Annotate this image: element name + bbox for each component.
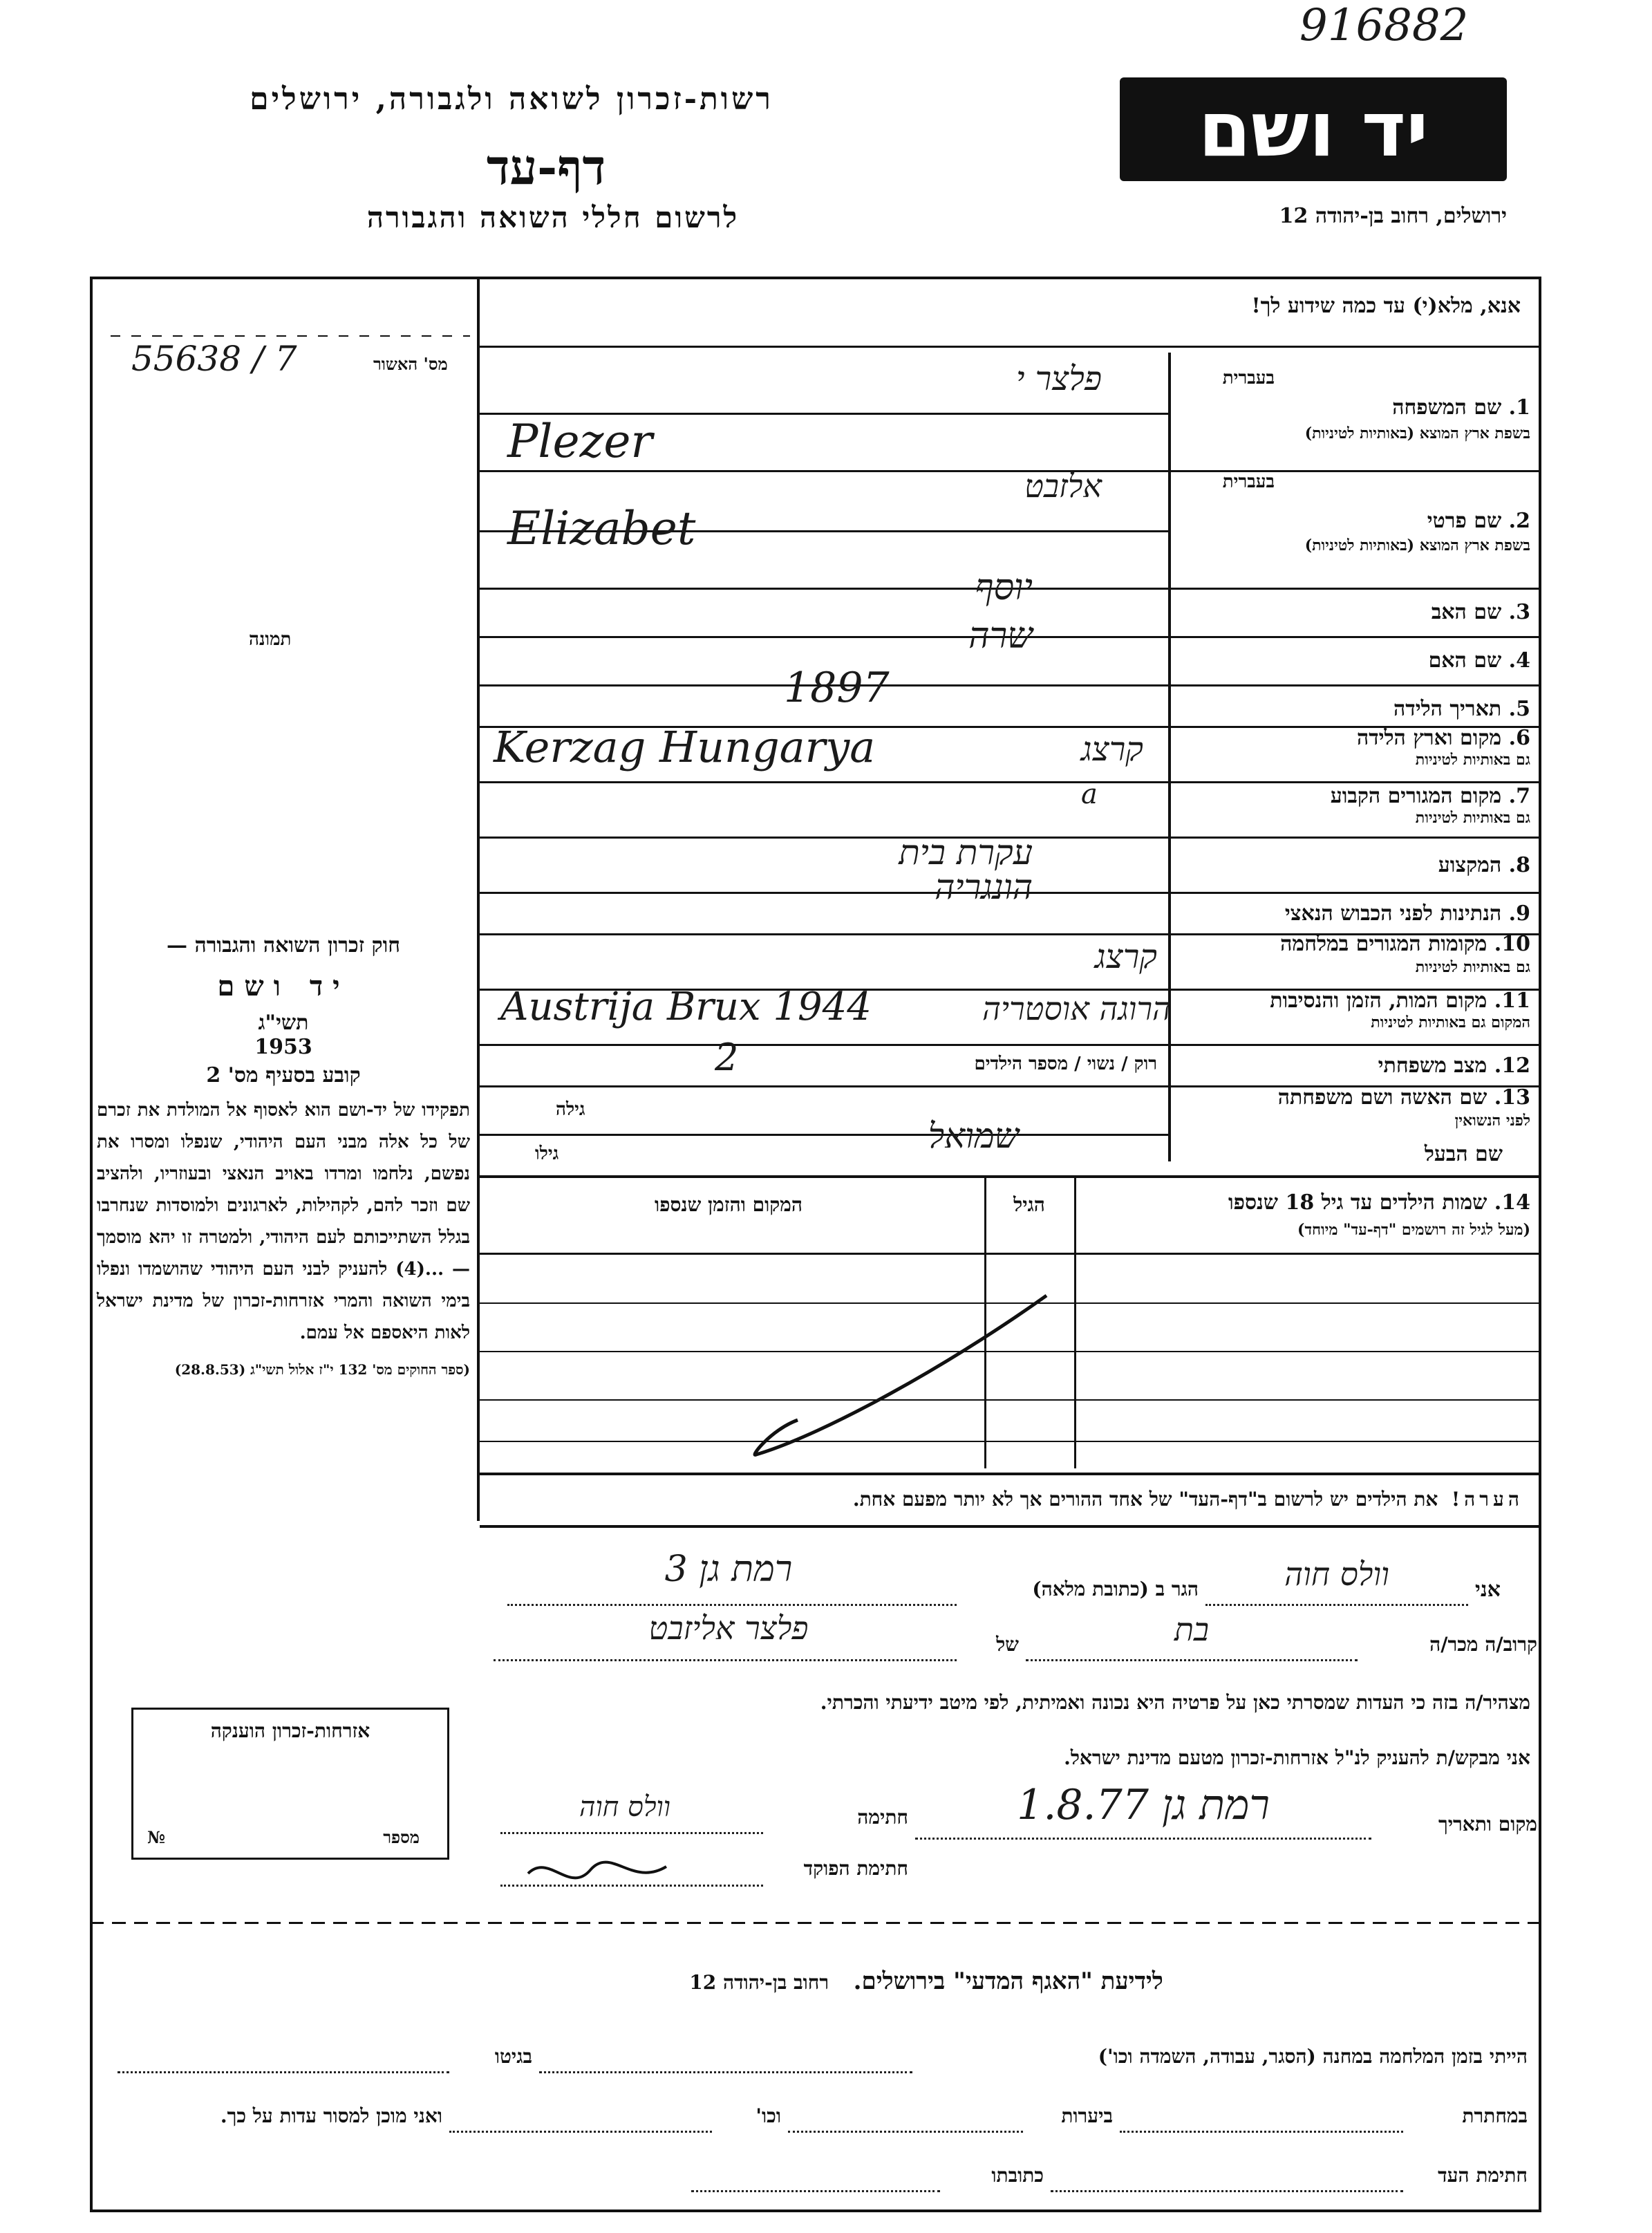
law-year-line <box>97 1011 470 1059</box>
approval-label: מס' האשור <box>373 354 448 374</box>
header-address: ירושלים, רחוב בן-יהודה 12 <box>1279 204 1507 228</box>
field-num: 7. <box>1508 784 1530 808</box>
decl-signature: חתימה <box>857 1806 908 1829</box>
sci-line2-c: וכו' <box>755 2104 781 2127</box>
declaration-section <box>480 1528 1541 1908</box>
field-value: שרה <box>968 615 1033 657</box>
decl-ani: אני <box>1475 1578 1501 1602</box>
children-sub: (מעל לגיל זה רושמים "דף-עד" מיוחד) <box>1297 1221 1530 1239</box>
field-label <box>1178 1085 1530 1110</box>
field-label-text: שם האם <box>1428 648 1502 673</box>
sci-line1-dots-a <box>539 2071 912 2073</box>
intro-divider <box>477 346 1541 348</box>
husband-name: שמואל <box>928 1116 1019 1156</box>
intro-text: אנא, מלא(י) עד כמה שידוע לך! <box>1251 294 1521 318</box>
field-label-text: שם המשפחה <box>1392 395 1502 420</box>
field-label <box>1178 509 1530 533</box>
law-section <box>97 926 470 1549</box>
field-num: 11. <box>1494 989 1530 1013</box>
authority-title: רשות-זכרון לשואה ולגבורה, ירושלים <box>250 82 773 117</box>
decl-relative-line <box>1026 1659 1358 1661</box>
sci-line3-dots-b <box>691 2190 940 2192</box>
field-label <box>1178 853 1530 877</box>
note-top-line <box>480 1473 1541 1475</box>
field-sub: בשפת ארץ המוצא (באותיות לטיניות) <box>1304 424 1530 442</box>
law-year-heb: תשי"ג <box>258 1011 309 1035</box>
field-row <box>480 353 1541 470</box>
field-label <box>1178 726 1530 750</box>
form-title: דף-עד <box>486 138 606 196</box>
field-sub: המקום גם באותיות לטיניות <box>1371 1013 1530 1031</box>
children-col-age: הגיל <box>1013 1193 1045 1216</box>
field-label-text: הנתינות לפני הכבוש הנאצי <box>1284 901 1502 926</box>
approval-section <box>97 297 470 380</box>
field-num: 3. <box>1508 600 1530 624</box>
note-body: את הילדים יש לרשום ב"דף-העד" של אחד ההורים אך לא יותר מפעם אחת. <box>852 1488 1438 1511</box>
decl-of: של <box>996 1633 1019 1656</box>
field-label <box>1178 697 1530 721</box>
decl-relative: קרוב/ה מכר/ה <box>1429 1633 1537 1656</box>
photo-label: תמונה <box>249 629 292 650</box>
logo-text: יד ושם <box>1198 85 1429 174</box>
field-num: 12. <box>1494 1054 1530 1078</box>
decl-request: אני מבקש/ת להעניק לנ"ל אזרחות-זכרון מטעם מדינת ישראל. <box>1064 1746 1530 1769</box>
field-value-latin: Austrija Brux 1944 <box>500 984 872 1029</box>
sci-line2-dots-c <box>449 2131 712 2133</box>
field-label-text: שם האב <box>1431 600 1502 624</box>
field-label-text: המקצוע <box>1438 853 1502 877</box>
field-label <box>1178 989 1530 1013</box>
decl-of-line <box>494 1659 957 1661</box>
field-row <box>480 1036 1541 1085</box>
note-row <box>480 1473 1541 1528</box>
field-label <box>1178 932 1530 956</box>
archive-number: 916882 <box>1299 0 1469 51</box>
law-clause: קובע בסעיף מס' 2 <box>206 1063 361 1087</box>
field-label <box>1178 901 1530 926</box>
law-ref: (ספר החוקים מס' 132 י"ז אלול תשי"ג (28.8.53) <box>174 1361 470 1378</box>
husband-age-label: גילו <box>535 1143 559 1164</box>
field-num: 4. <box>1508 648 1530 673</box>
field-value: הונגריה <box>935 867 1033 907</box>
field-num: 13. <box>1494 1085 1530 1110</box>
field-label-text: מקום המגורים הקבוע <box>1330 784 1502 808</box>
law-org: יד ושם <box>217 970 350 1002</box>
field-num: 5. <box>1508 697 1530 721</box>
law-title: חוק זכרון השואה והגבורה — <box>167 933 400 957</box>
field-sub: גם באותיות לטיניות <box>1415 958 1530 976</box>
field-value: a <box>1081 778 1098 810</box>
decl-signature-line <box>500 1832 763 1834</box>
hebrew-tag: בעברית <box>1222 471 1275 492</box>
note-label: הערה! <box>1451 1488 1523 1511</box>
field-num: 6. <box>1508 726 1530 750</box>
decl-statement: מצהיר/ה בזה כי העדות שמסרתי כאן על פרטיה היא נכונה ואמיתית, לפי מיטב ידיעתי והכרתי. <box>820 1691 1530 1714</box>
marital-status-label: רוק / נשוי / מספר הילדים <box>974 1054 1157 1074</box>
sci-line2-d: ואני מוכן למסור עדות על כך. <box>220 2104 442 2127</box>
officer-signature-scribble <box>521 1853 673 1894</box>
note-text <box>480 1488 1523 1511</box>
sci-line2-a: במחתרת <box>1462 2104 1528 2127</box>
field-label-text: מקום וארץ הלידה <box>1356 726 1502 750</box>
field-label-text: שם האשה ושם משפחתה <box>1277 1085 1487 1110</box>
field-row <box>480 984 1541 1044</box>
field-value-heb: קרצג <box>1080 730 1143 769</box>
citizenship-number-label: מספר <box>383 1827 420 1847</box>
decl-ani-value: וולס חוה <box>1284 1555 1389 1593</box>
scientific-title <box>511 1968 1341 1995</box>
decl-officer-signature: חתימת הפוקד <box>803 1857 908 1880</box>
children-col-divider <box>1074 1178 1076 1468</box>
field-sub: גם באותיות לטיניות <box>1415 751 1530 769</box>
field-label <box>1178 784 1530 808</box>
field-label <box>1178 600 1530 624</box>
field-row <box>480 615 1541 684</box>
crossed-out-stroke <box>742 1282 1060 1475</box>
sci-line2-dots-a <box>1120 2131 1403 2133</box>
law-body: תפקידו של יד-ושם הוא לאסוף אל המולדת את זכרם של כל אלה מבני העם היהודי, שנפלו ומסרו את נפשם, נלחמו ומרדו באויב הנאצי ובעוזריו, ולהציב שם וזכר להם, לקהילות, לארגונים ולמוסדות שנחרבו בגלל השתייכותם לעם היהודי, ולמטרה זו יהא מוסמך — ...(4) להעניק לבני העם היהודי שהושמדו ונפלו בימי השואה והמרי אזרחות-זכרון של מדינת ישראל לאות היאספם אל עמם. <box>97 1100 470 1343</box>
field-value-latin: Elizabet <box>507 502 696 555</box>
children-col-place: המקום והזמן שנספו <box>655 1193 802 1216</box>
husband-label: שם הבעל <box>1424 1142 1503 1166</box>
field-label-text: מקומות המגורים במלחמה <box>1280 932 1487 956</box>
decl-residing-value: רמת גן 3 <box>664 1549 793 1590</box>
scientific-title-text: לידיעת "האגף המדעי" בירושלים. <box>853 1968 1163 1995</box>
approval-number: 55638 / 7 <box>131 339 297 379</box>
field-label <box>1178 648 1530 673</box>
field-value-latin: Plezer <box>507 415 653 468</box>
decl-place-date-line <box>915 1838 1371 1840</box>
citizenship-no-sign: № <box>147 1827 166 1847</box>
law-year: 1953 <box>254 1035 312 1059</box>
decl-residing: הגר ב (כתובת מלאה) <box>1032 1578 1199 1600</box>
children-count: 2 <box>715 1036 739 1079</box>
decl-place-date-value: רמת גן 1.8.77 <box>1017 1781 1270 1829</box>
field-row <box>480 722 1541 781</box>
decl-ani-line <box>1205 1604 1468 1606</box>
sci-line3-a: חתימת העד <box>1438 2164 1528 2187</box>
field-sub: בשפת ארץ המוצא (באותיות לטיניות) <box>1304 536 1530 554</box>
field-label-text: שם פרטי <box>1427 509 1502 533</box>
sci-line1-a: הייתי בזמן המלחמה במחנה (הסגר, עבודה, השמדה וכו') <box>1098 2045 1528 2068</box>
scientific-address: רחוב בן-יהודה 12 <box>689 1971 829 1994</box>
field-row <box>480 664 1541 726</box>
citizenship-title: אזרחות-זכרון הוענקה <box>210 1719 370 1742</box>
field-sub: גם באותיות לטיניות <box>1415 809 1530 827</box>
field-num: 10. <box>1494 932 1530 956</box>
approval-dash-top <box>111 335 470 337</box>
field-value-latin: Kerzag Hungarya <box>494 722 876 772</box>
field-label-text: מצב משפחתי <box>1378 1054 1487 1078</box>
scientific-section <box>97 1936 1534 2212</box>
field-num: 2. <box>1508 509 1530 533</box>
field-label <box>1178 395 1530 420</box>
field-value: עקרת בית <box>899 832 1033 872</box>
field-label <box>1178 1054 1530 1078</box>
scientific-divider <box>90 1922 1541 1924</box>
citizenship-box <box>131 1708 449 1860</box>
decl-signature-value: וולס חוה <box>579 1791 670 1823</box>
sci-line3-dots-a <box>1051 2190 1403 2192</box>
field-value: קרצג <box>1094 937 1157 976</box>
children-label: 14. שמות הילדים עד גיל 18 שנספו <box>1228 1190 1530 1215</box>
wife-age-label: גילה <box>556 1099 585 1120</box>
field-value: יוסף <box>975 567 1033 608</box>
decl-place-date: מקום ותאריך <box>1438 1813 1537 1835</box>
sci-line1-b: בגיטו <box>494 2045 532 2068</box>
field-value-heb: פלצר י <box>1015 359 1102 398</box>
field-row <box>480 933 1541 989</box>
field-value-heb: אלזבט <box>1024 467 1102 505</box>
field-num: 1. <box>1508 395 1530 420</box>
sci-line1-dots-b <box>118 2071 449 2073</box>
children-header-divider <box>480 1253 1541 1255</box>
sci-line3-b: כתובתו <box>991 2164 1044 2187</box>
yad-vashem-logo <box>1120 77 1507 181</box>
sci-line2-dots-b <box>788 2131 1023 2133</box>
field-row <box>480 778 1541 837</box>
field-value-heb: הרוגה אוסטריה <box>982 990 1171 1027</box>
children-table <box>480 1178 1541 1468</box>
field-label-text: מקום המות, הזמן והנסיבות <box>1270 989 1487 1013</box>
decl-residing-line <box>507 1604 957 1606</box>
field-label-text: תאריך הלידה <box>1393 697 1502 721</box>
field-num: 9. <box>1508 901 1530 926</box>
sci-line2-b: ביערות <box>1061 2104 1113 2127</box>
field-value: 1897 <box>784 664 890 712</box>
form-subtitle: לרשום חללי השואה והגבורה <box>366 200 740 234</box>
field-sub: לפני הנשואין <box>1454 1112 1530 1130</box>
hebrew-tag: בעברית <box>1222 368 1275 389</box>
decl-of-value: פלצר אליזבט <box>648 1609 809 1647</box>
decl-relative-value: בת <box>1174 1611 1210 1648</box>
field-num: 8. <box>1508 853 1530 877</box>
field-row <box>480 867 1541 933</box>
